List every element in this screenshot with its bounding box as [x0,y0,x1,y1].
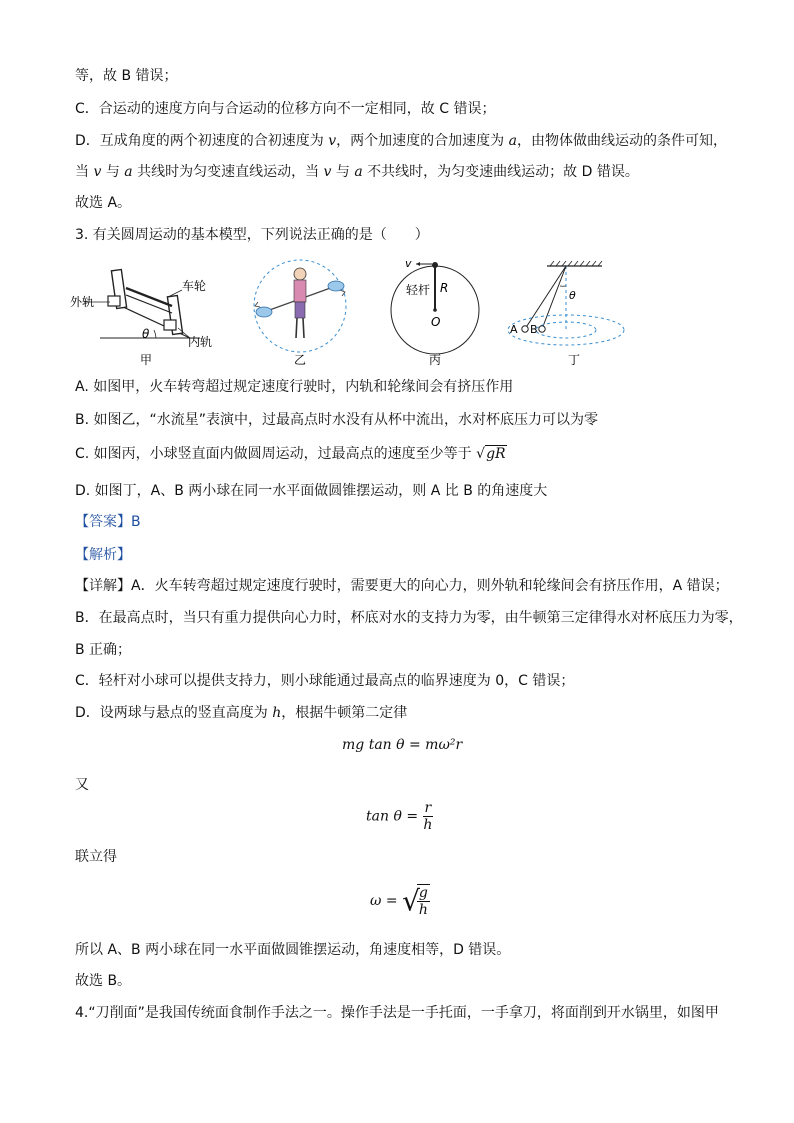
figure-ding [508,261,624,367]
text-span: D．互成角度的两个初速度的合初速度为 [75,133,329,149]
label-A: A [510,323,518,336]
option-d: D. 如图丁，A、B 两小球在同一水平面做圆锥摆运动，则 A 比 B 的角速度大 [75,483,548,499]
fraction: $\frac{g}{h}$ [418,885,428,918]
label-theta: θ [569,289,576,302]
math-var: a [354,164,363,180]
detail-line [75,703,407,723]
option-c [75,444,507,464]
analysis-label: 【解析】 [75,547,131,563]
math-var: v [328,133,337,149]
label-wheel: 车轮 [182,279,207,293]
label-R: R [440,281,449,295]
label-rod: 轻杆 [406,283,431,297]
caption-jia: 甲 [140,353,153,367]
text-line: C．合运动的速度方向与合运动的位移方向不一定相同，故 C 错误； [75,101,496,117]
sqrt-expression: √gR [476,446,506,462]
text-line: 联立得 [75,849,117,865]
text-line: 又 [75,777,89,793]
caption-ding: 丁 [568,353,581,367]
label-outer-rail: 外轨 [70,295,95,309]
figure-jia [70,269,212,367]
math-var: a [508,133,517,149]
math-var: h [272,705,282,721]
text-span: D．设两球与悬点的竖直高度为 [75,705,273,721]
conclusion-line: 所以 A、B 两小球在同一水平面做圆锥摆运动，角速度相等，D 错误。 [75,942,511,958]
option-a: A. 如图甲，火车转弯超过规定速度行驶时，内轨和轮缘间会有挤压作用 [75,379,514,395]
figure-yi [254,260,346,367]
answer-label: 【答案】B [75,514,141,530]
text-line: 故选 A。 [75,195,132,211]
question-3: 3. 有关圆周运动的基本模型，下列说法正确的是（ ） [75,227,429,243]
math-var: v [93,164,102,180]
detail-line: B．在最高点时，当只有重力提供向心力时，杯底对水的支持力为零，由牛顿第三定律得水对杯底压力为零， [75,610,743,626]
text-line [75,162,639,182]
text-line: 等，故 B 错误； [75,68,178,84]
text-span: C. 如图丙，小球竖直面内做圆周运动，过最高点的速度至少等于 [75,446,472,462]
math-var: v [323,164,332,180]
detail-line: B 正确； [75,642,132,658]
label-inner-rail: 内轨 [188,335,213,349]
conclusion-line: 故选 B。 [75,973,132,989]
label-B: B [530,323,538,336]
text-span: 当 [75,164,94,180]
text-span: ，由物体做曲线运动的条件可知， [516,133,727,149]
detail-line: C．轻杆对小球可以提供支持力，则小球能通过最高点的临界速度为 0，C 错误； [75,673,575,689]
figure-bing [391,257,479,367]
text-span: ，根据牛顿第二定律 [281,705,408,721]
math-var: a [124,164,133,180]
label-theta: θ [142,327,150,341]
text-span: 不共线时，为匀变速曲线运动；故 D 错误。 [362,164,639,180]
question-4: 4.“刀削面”是我国传统面食制作手法之一。操作手法是一手托面，一手拿刀，将面削到开水锅里，如图甲 [75,1005,719,1021]
equation-1: mg tan θ = mω²r [342,737,463,753]
text-span: 与 [101,164,125,180]
sqrt-sign: √ [402,884,420,918]
caption-yi: 乙 [294,353,307,367]
label-v: v [405,257,412,270]
text-span: ，两个加速度的合加速度为 [336,133,509,149]
eq-lhs: tan θ = [366,808,419,825]
text-span: 与 [331,164,355,180]
label-O: O [431,315,441,329]
caption-bing: 丙 [429,353,442,367]
fraction: $\frac{r}{h}$ [423,800,433,833]
option-b: B. 如图乙，“水流星”表演中，过最高点时水没有从杯中流出，水对杯底压力可以为零 [75,412,599,428]
figure-row [60,252,640,374]
text-span: 共线时为匀变速直线运动，当 [132,164,324,180]
equation-2 [366,800,433,833]
detail-line: 【详解】A．火车转弯超过规定速度行驶时，需要更大的向心力，则外轨和轮缘间会有挤压作用，A 错误； [75,578,729,594]
eq-lhs: ω = [370,893,398,909]
equation-3 [370,884,430,918]
text-line [75,131,727,151]
